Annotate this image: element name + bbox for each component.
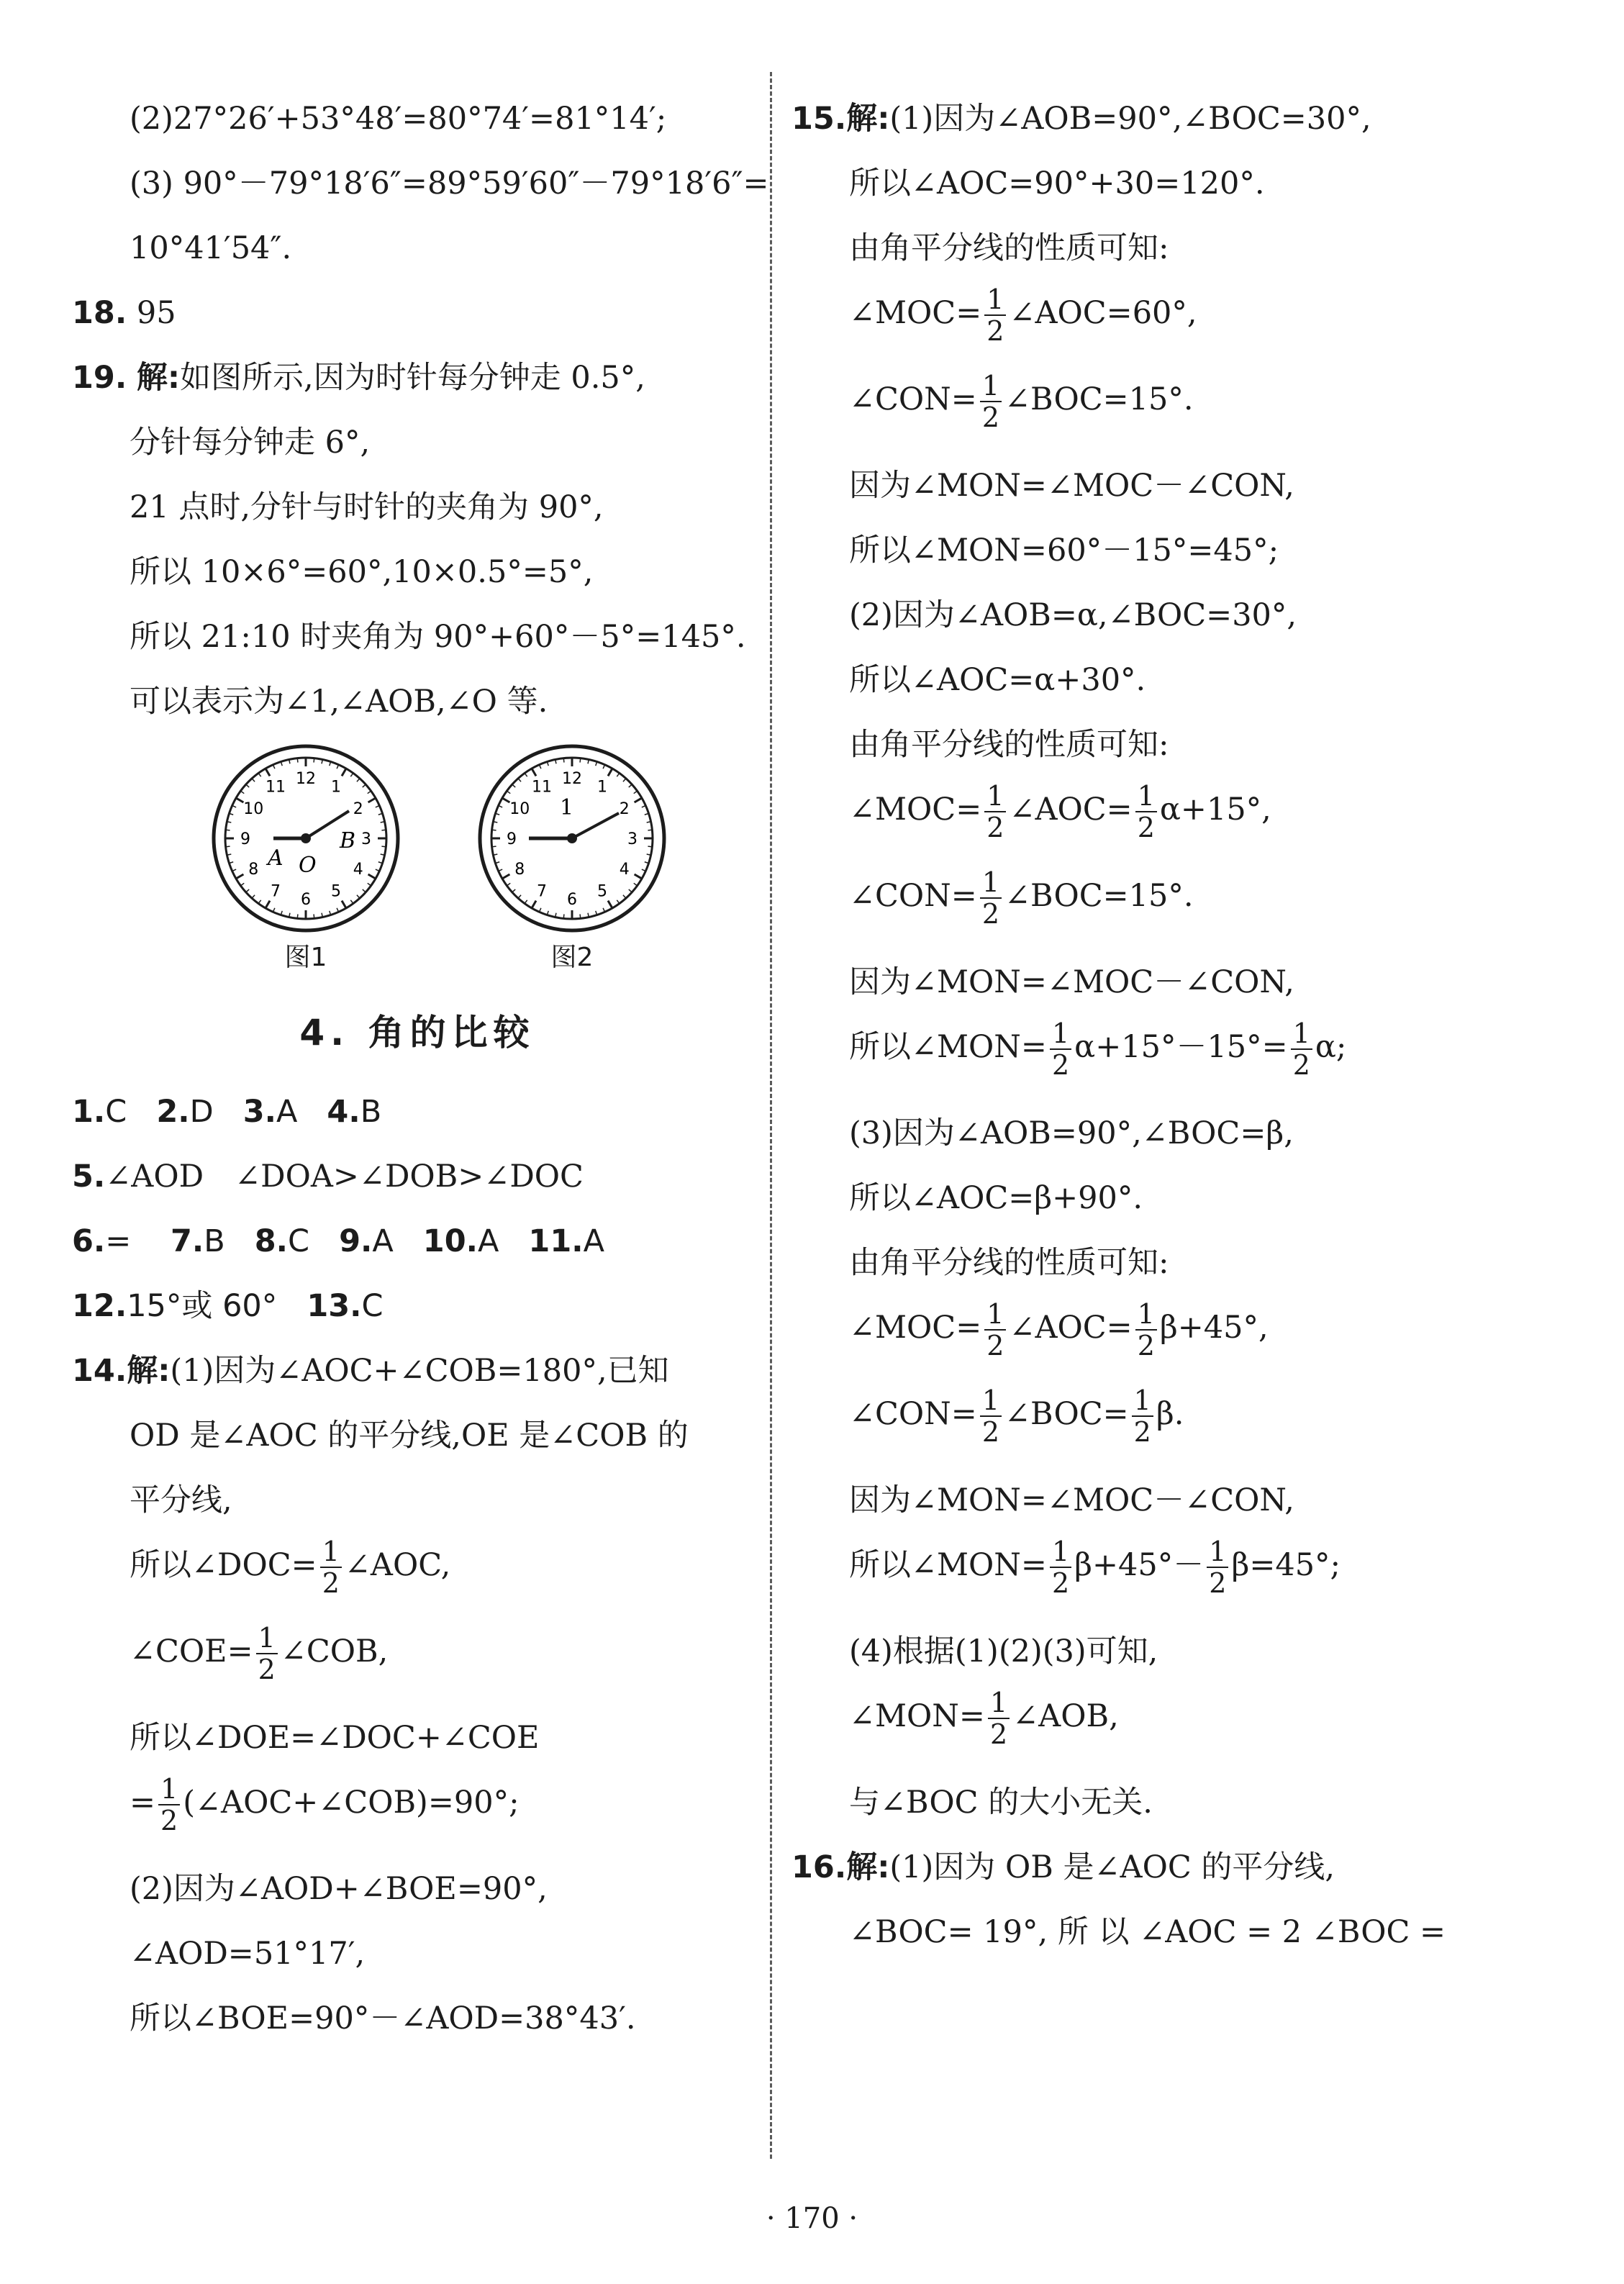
text-line: = $\frac{1}{2}$ (∠AOC+∠COB)=90°;	[130, 1773, 520, 1836]
clock-tick	[368, 798, 376, 802]
text-line: 所以∠AOC=β+90°.	[849, 1180, 1143, 1216]
figure-caption: 图2	[550, 943, 594, 972]
question-number: 18.	[72, 295, 127, 331]
clock-tick	[518, 895, 521, 898]
clock-number: 3	[627, 830, 638, 848]
page-number: · 170 ·	[766, 2202, 858, 2235]
answers-1-4: 1.C 2.D 3.A 4.B	[72, 1094, 382, 1130]
clock-tick	[532, 901, 536, 908]
clock-2-icon	[475, 741, 669, 935]
clock-tick	[635, 798, 642, 802]
clock-tick	[258, 773, 261, 776]
clock-tick	[617, 900, 620, 904]
text-line: ∠AOD=51°17′,	[130, 1936, 366, 1972]
clock-tick	[342, 769, 346, 776]
text-line: 可以表示为∠1,∠AOB,∠O 等.	[130, 684, 548, 720]
clock-tick	[502, 874, 509, 879]
clock-tick	[623, 895, 626, 898]
clock-tick	[258, 900, 261, 904]
column-divider	[770, 72, 772, 2159]
clock-number: 4	[619, 861, 630, 879]
clock-tick	[240, 883, 244, 886]
clock-1-icon	[209, 741, 403, 935]
text-line: ∠MOC= $\frac{1}{2}$ ∠AOC= $\frac{1}{2}$ β+45°,	[849, 1298, 1269, 1361]
text-line: 21 点时,分针与时针的夹角为 90°,	[130, 489, 604, 525]
clock-number: 10	[243, 800, 264, 818]
clock-tick	[381, 846, 386, 847]
clock-tick	[368, 883, 371, 886]
clock-tick	[363, 889, 366, 892]
clock-number: 11	[266, 778, 286, 797]
clock-tick	[246, 784, 249, 787]
clock-tick	[525, 773, 527, 776]
clock-figure-1	[209, 741, 403, 971]
clock-tick	[226, 846, 230, 847]
label-a: A	[268, 846, 283, 871]
clock-figures	[72, 734, 763, 979]
text-line: 所以∠MON= $\frac{1}{2}$ β+45°－ $\frac{1}{2}$ β=45°;	[849, 1536, 1341, 1599]
clock-tick	[629, 889, 632, 892]
clock-tick	[532, 769, 536, 776]
clock-tick	[623, 779, 626, 781]
text-line: 所以∠MON= $\frac{1}{2}$ α+15°－15°= $\frac{1}{2}$ α;	[849, 1018, 1347, 1081]
clock-tick	[563, 758, 564, 763]
clock-number: 11	[532, 778, 552, 797]
clock-number: 8	[514, 861, 525, 879]
clock-tick	[634, 791, 638, 794]
text-line: 由角平分线的性质可知:	[849, 1245, 1169, 1281]
clock-number: 9	[240, 830, 250, 848]
clock-tick	[580, 758, 581, 763]
answer-5: 5.∠AOD ∠DOA>∠DOB>∠DOC	[72, 1159, 584, 1195]
clock-number: 1	[597, 778, 607, 797]
question-number: 19.	[72, 360, 127, 396]
label-one: 1	[560, 795, 574, 820]
answer-14-heading: 14.解:(1)因为∠AOC+∠COB=180°,已知	[72, 1353, 669, 1389]
text-line: 所以 10×6°=60°,10×0.5°=5°,	[130, 554, 594, 590]
answer-value: 95	[136, 295, 176, 331]
clock-tick	[236, 874, 243, 879]
clock-tick	[580, 914, 581, 918]
clock-tick	[297, 914, 298, 918]
clock-number: 3	[361, 830, 371, 848]
clock-tick	[368, 874, 376, 879]
clock-number: 7	[537, 882, 547, 901]
text-line: OD 是∠AOC 的平分线,OE 是∠COB 的	[130, 1418, 689, 1454]
clock-number: 10	[509, 800, 530, 818]
clock-tick	[629, 784, 632, 787]
text-line: 所以∠BOE=90°－∠AOD=38°43′.	[130, 2000, 636, 2036]
solution-label: 解	[136, 360, 168, 396]
answers-12-13: 12.15°或 60° 13.C	[72, 1288, 384, 1324]
text-line: 所以∠AOC=α+30°.	[849, 662, 1146, 698]
text-line: ∠CON= $\frac{1}{2}$ ∠BOC=15°.	[849, 866, 1194, 930]
clock-tick	[246, 889, 249, 892]
clock-tick	[518, 779, 521, 781]
clock-tick	[512, 784, 515, 787]
text-line: 与∠BOC 的大小无关.	[849, 1785, 1153, 1821]
text-line: 所以 21:10 时夹角为 90°+60°－5°=145°.	[130, 619, 746, 655]
clock-tick	[342, 901, 346, 908]
clock-number: 4	[353, 861, 363, 879]
label-b: B	[340, 828, 356, 853]
clock-tick	[492, 846, 496, 847]
clock-tick	[507, 791, 510, 794]
clock-tick	[502, 798, 509, 802]
text-line: (2)因为∠AOB=α,∠BOC=30°,	[849, 597, 1297, 633]
clock-number: 8	[248, 861, 259, 879]
text-line: (3)因为∠AOB=90°,∠BOC=β,	[849, 1115, 1294, 1151]
left-column	[72, 86, 769, 2051]
text-line: (2)因为∠AOD+∠BOE=90°,	[130, 1871, 548, 1907]
clock-number: 6	[301, 891, 311, 909]
clock-tick	[350, 773, 353, 776]
clock-number: 2	[619, 800, 630, 818]
clock-number: 2	[353, 800, 363, 818]
text-line: ∠MOC= $\frac{1}{2}$ ∠AOC= $\frac{1}{2}$ α+15°,	[849, 780, 1271, 843]
clock-figure-2	[475, 741, 669, 971]
clock-tick	[648, 846, 652, 847]
clock-number: 7	[271, 882, 281, 901]
section-title: 4. 角的比较	[299, 1012, 535, 1053]
figure-caption: 图1	[284, 943, 327, 972]
text-line: ∠CON= $\frac{1}{2}$ ∠BOC=15°.	[849, 370, 1194, 433]
text-line: ∠MON= $\frac{1}{2}$ ∠AOB,	[849, 1687, 1119, 1750]
text-line: 所以∠DOE=∠DOC+∠COE	[130, 1720, 540, 1756]
text-line: 所以∠MON=60°－15°=45°;	[849, 533, 1279, 568]
clock-tick	[512, 889, 515, 892]
text-line: 因为∠MON=∠MOC－∠CON,	[849, 1482, 1294, 1518]
clock-number: 5	[597, 882, 607, 901]
clock-tick	[525, 900, 527, 904]
answer-18	[72, 281, 763, 345]
text-line: 所以∠AOC=90°+30=120°.	[849, 166, 1265, 201]
text-line: 由角平分线的性质可知:	[849, 230, 1169, 266]
clock-number: 6	[567, 891, 577, 909]
clock-tick	[634, 883, 638, 886]
text-line: 平分线,	[130, 1482, 232, 1518]
minute-hand	[572, 813, 619, 838]
clock-tick	[240, 791, 244, 794]
clock-tick	[357, 895, 360, 898]
clock-tick	[507, 883, 510, 886]
clock-tick	[266, 901, 270, 908]
clock-tick	[608, 769, 612, 776]
clock-tick	[252, 779, 255, 781]
answer-16-heading: 16.解:(1)因为 OB 是∠AOC 的平分线,	[791, 1849, 1335, 1885]
clock-number: 9	[507, 830, 517, 848]
right-column	[791, 86, 1533, 1964]
clock-tick	[363, 784, 366, 787]
clock-number: 1	[331, 778, 341, 797]
clock-tick	[357, 779, 360, 781]
text-line: ∠BOC= 19°, 所 以 ∠AOC = 2 ∠BOC =	[849, 1914, 1446, 1950]
clock-tick	[297, 758, 298, 763]
clock-number: 12	[562, 770, 582, 788]
text-line: ∠CON= $\frac{1}{2}$ ∠BOC= $\frac{1}{2}$ β.	[849, 1385, 1184, 1448]
text-line: 因为∠MON=∠MOC－∠CON,	[849, 468, 1294, 504]
clock-number: 12	[296, 770, 316, 788]
text-line: 因为∠MON=∠MOC－∠CON,	[849, 964, 1294, 1000]
text-line: 分针每分钟走 6°,	[130, 425, 371, 461]
clock-tick	[617, 773, 620, 776]
clock-tick	[608, 901, 612, 908]
answer-15-heading: 15.解:(1)因为∠AOB=90°,∠BOC=30°,	[791, 101, 1371, 137]
answer-19-heading: 19. 解:如图所示,因为时针每分钟走 0.5°,	[72, 360, 645, 396]
text-line: 由角平分线的性质可知:	[849, 727, 1169, 763]
text-line: 10°41′54″.	[130, 230, 292, 266]
text-line: (3) 90°－79°18′6″=89°59′60″－79°18′6″=	[130, 166, 769, 201]
clock-tick	[350, 900, 353, 904]
text-line: 所以∠DOC= $\frac{1}{2}$ ∠AOC,	[130, 1536, 451, 1599]
answers-6-11: 6.= 7.B 8.C 9.A 10.A 11.A	[72, 1223, 605, 1259]
text-line: ∠MOC= $\frac{1}{2}$ ∠AOC=60°,	[849, 284, 1197, 347]
text-line: 如图所示,因为时针每分钟走 0.5°,	[180, 360, 645, 396]
clock-tick	[236, 798, 243, 802]
clock-tick	[368, 791, 371, 794]
label-o: O	[299, 853, 317, 878]
text-line: (4)根据(1)(2)(3)可知,	[849, 1633, 1158, 1669]
clock-tick	[266, 769, 270, 776]
text-line: ∠COE= $\frac{1}{2}$ ∠COB,	[130, 1622, 389, 1685]
clock-number: 5	[331, 882, 341, 901]
clock-tick	[635, 874, 642, 879]
clock-tick	[563, 914, 564, 918]
text-line: (2)27°26′+53°48′=80°74′=81°14′;	[130, 101, 667, 137]
clock-tick	[252, 895, 255, 898]
